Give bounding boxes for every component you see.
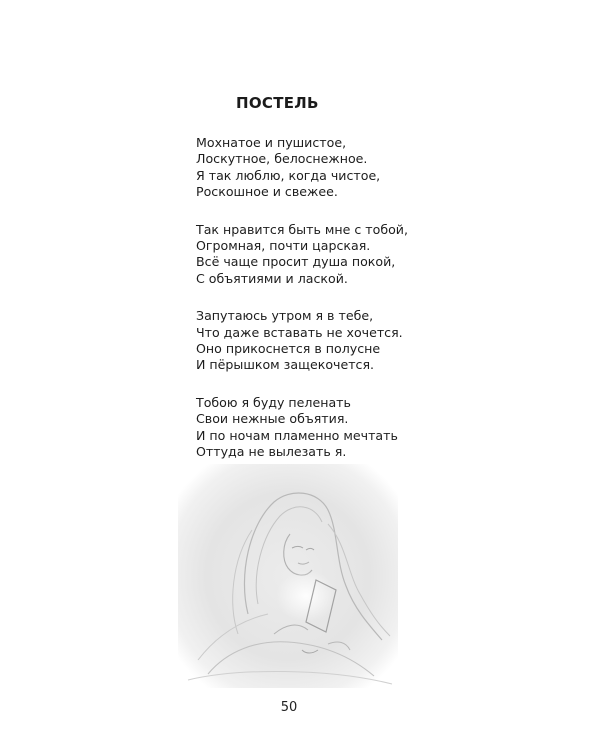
poem-line: Что даже вставать не хочется. — [196, 324, 403, 340]
poem-line: Мохнатое и пушистое, — [196, 135, 347, 150]
poem-line: И по ночам пламенно мечтать — [196, 427, 398, 443]
poem-line: Всё чаще просит душа покой, — [196, 254, 396, 270]
poem-title: ПОСТЕЛЬ — [236, 94, 319, 112]
poem-line: Лоскутное, белоснежное. — [196, 151, 368, 167]
poem-line: Я так люблю, когда чистое, — [196, 167, 381, 183]
poem-line: Тобою я буду пеленать — [196, 394, 351, 410]
poem-line: Оттуда не вылезать я. — [196, 444, 347, 460]
stanza — [196, 222, 456, 288]
poem-line: С объятиями и лаской. — [196, 270, 348, 286]
poem-line: Запутаюсь утром я в тебе, — [196, 308, 374, 324]
poem-body — [196, 135, 456, 482]
stanza — [196, 395, 456, 461]
stanza — [196, 308, 456, 374]
pencil-sketch-illustration — [178, 464, 398, 688]
stanza — [196, 135, 456, 201]
poem-line: Свои нежные объятия. — [196, 411, 349, 427]
poem-line: Роскошное и свежее. — [196, 184, 338, 200]
poem-line: Так нравится быть мне с тобой, — [196, 221, 408, 237]
poem-line: Огромная, почти царская. — [196, 238, 371, 254]
page-number: 50 — [280, 700, 298, 715]
poem-line: Оно прикоснется в полусне — [196, 341, 381, 357]
poem-line: И пёрышком защекочется. — [196, 357, 375, 373]
